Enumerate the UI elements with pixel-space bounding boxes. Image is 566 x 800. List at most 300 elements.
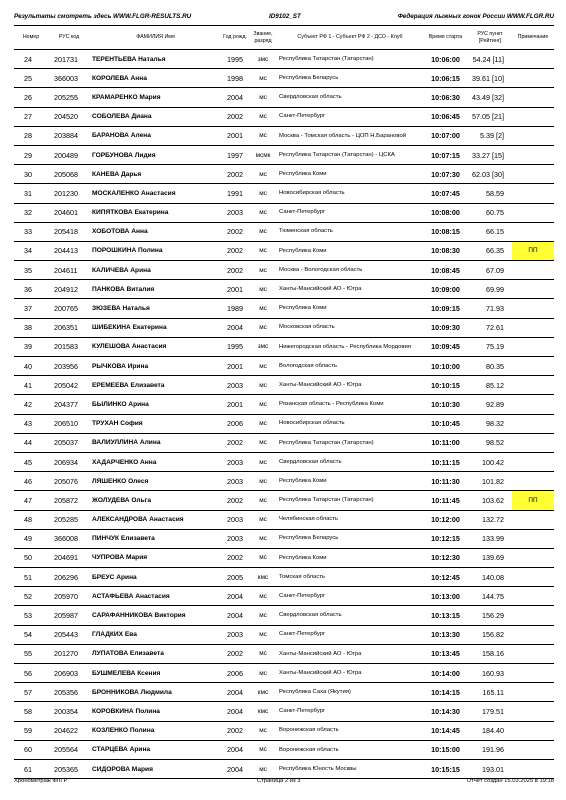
- table-row: [14, 568, 554, 587]
- cell-region: Республика Татарстан (Татарстан) - ЦСКА: [277, 145, 423, 164]
- cell-birth-year: 2001: [221, 395, 249, 414]
- cell-start-time: 10:07:00: [423, 126, 468, 145]
- cell-athlete-name: ТЕРЕНТЬЕВА Наталья: [90, 50, 221, 69]
- cell-birth-year: 1998: [221, 69, 249, 88]
- cell-rus-points: 98.52: [468, 433, 512, 452]
- cell-rus-code: 205564: [48, 740, 90, 759]
- cell-birth-year: 2003: [221, 529, 249, 548]
- cell-bib-number: 57: [14, 683, 48, 702]
- cell-start-time: 10:14:30: [423, 702, 468, 721]
- cell-start-time: 10:06:30: [423, 88, 468, 107]
- cell-region: Санкт-Петербург: [277, 107, 423, 126]
- table-row: [14, 606, 554, 625]
- cell-note: [512, 165, 554, 184]
- cell-rus-points: 43.49 [32]: [468, 88, 512, 107]
- col-header-note: Примечание: [512, 26, 554, 50]
- cell-start-time: 10:11:30: [423, 472, 468, 491]
- cell-sport-rank: кмс: [249, 683, 277, 702]
- cell-birth-year: 2003: [221, 472, 249, 491]
- cell-bib-number: 61: [14, 759, 48, 778]
- cell-start-time: 10:10:00: [423, 357, 468, 376]
- cell-region: Московская область: [277, 318, 423, 337]
- cell-note: [512, 280, 554, 299]
- page-header: [14, 13, 554, 25]
- footer-page-number: Страница 2 из 3: [257, 778, 301, 784]
- cell-note: [512, 664, 554, 683]
- cell-rus-code: 204377: [48, 395, 90, 414]
- cell-region: Санкт-Петербург: [277, 587, 423, 606]
- cell-rus-code: 205037: [48, 433, 90, 452]
- cell-bib-number: 39: [14, 337, 48, 356]
- cell-athlete-name: ТРУХАН София: [90, 414, 221, 433]
- cell-rus-code: 201583: [48, 337, 90, 356]
- cell-rus-points: 100.42: [468, 452, 512, 471]
- cell-note: [512, 126, 554, 145]
- table-row: [14, 529, 554, 548]
- cell-rus-code: 204912: [48, 280, 90, 299]
- cell-bib-number: 46: [14, 472, 48, 491]
- cell-region: Республика Коми: [277, 472, 423, 491]
- cell-start-time: 10:12:00: [423, 510, 468, 529]
- cell-birth-year: 2002: [221, 222, 249, 241]
- cell-note: ПП: [512, 491, 554, 510]
- cell-rus-points: 132.72: [468, 510, 512, 529]
- cell-rus-points: 193.01: [468, 759, 512, 778]
- cell-rus-points: 133.99: [468, 529, 512, 548]
- table-row: [14, 721, 554, 740]
- table-row: [14, 664, 554, 683]
- table-row: [14, 69, 554, 88]
- footer-report-date: Отчет создан 15.03.2025 в 19:18: [466, 778, 554, 784]
- cell-sport-rank: мс: [249, 491, 277, 510]
- cell-start-time: 10:10:45: [423, 414, 468, 433]
- cell-start-time: 10:14:45: [423, 721, 468, 740]
- cell-region: Республика Коми: [277, 299, 423, 318]
- cell-start-time: 10:09:45: [423, 337, 468, 356]
- cell-bib-number: 32: [14, 203, 48, 222]
- cell-birth-year: 2002: [221, 165, 249, 184]
- cell-rus-code: 201230: [48, 184, 90, 203]
- cell-note: [512, 568, 554, 587]
- cell-bib-number: 33: [14, 222, 48, 241]
- table-header-row: [14, 26, 554, 50]
- cell-rus-points: 191.96: [468, 740, 512, 759]
- cell-sport-rank: мс: [249, 318, 277, 337]
- cell-start-time: 10:07:15: [423, 145, 468, 164]
- cell-rus-code: 206351: [48, 318, 90, 337]
- cell-start-time: 10:13:00: [423, 587, 468, 606]
- cell-rus-code: 206903: [48, 664, 90, 683]
- cell-rus-code: 203884: [48, 126, 90, 145]
- cell-rus-code: 205872: [48, 491, 90, 510]
- cell-start-time: 10:07:45: [423, 184, 468, 203]
- cell-rus-code: 204691: [48, 548, 90, 567]
- cell-rus-code: 204611: [48, 261, 90, 280]
- cell-athlete-name: ЧУПРОВА Мария: [90, 548, 221, 567]
- cell-note: [512, 587, 554, 606]
- cell-rus-code: 204601: [48, 203, 90, 222]
- cell-rus-code: 205970: [48, 587, 90, 606]
- cell-rus-points: 62.03 [30]: [468, 165, 512, 184]
- cell-rus-code: 204413: [48, 241, 90, 260]
- cell-birth-year: 2004: [221, 88, 249, 107]
- col-header-points: РУС пункт [Рейтинг]: [468, 26, 512, 50]
- cell-athlete-name: БЫЛИНКО Арина: [90, 395, 221, 414]
- cell-bib-number: 43: [14, 414, 48, 433]
- cell-region: Тюменская область: [277, 222, 423, 241]
- cell-sport-rank: мс: [249, 606, 277, 625]
- cell-sport-rank: мс: [249, 625, 277, 644]
- cell-bib-number: 54: [14, 625, 48, 644]
- cell-region: Ханты-Мансийский АО - Югра: [277, 664, 423, 683]
- table-row: [14, 50, 554, 69]
- cell-rus-points: 101.82: [468, 472, 512, 491]
- table-row: [14, 510, 554, 529]
- cell-sport-rank: мс: [249, 184, 277, 203]
- cell-start-time: 10:06:15: [423, 69, 468, 88]
- cell-athlete-name: БРОННИКОВА Людмила: [90, 683, 221, 702]
- cell-note: [512, 376, 554, 395]
- cell-rus-points: 39.61 [10]: [468, 69, 512, 88]
- table-row: [14, 548, 554, 567]
- cell-athlete-name: ЛЯШЕНКО Олеся: [90, 472, 221, 491]
- col-header-code: РУС код: [48, 26, 90, 50]
- cell-region: Республика Беларусь: [277, 69, 423, 88]
- cell-rus-code: 205356: [48, 683, 90, 702]
- cell-region: Новосибирская область: [277, 414, 423, 433]
- cell-note: [512, 472, 554, 491]
- cell-bib-number: 35: [14, 261, 48, 280]
- footer-timing: Хронометраж ФЛГР: [14, 778, 68, 784]
- cell-rus-points: 158.16: [468, 644, 512, 663]
- table-row: [14, 222, 554, 241]
- cell-athlete-name: КРАМАРЕНКО Мария: [90, 88, 221, 107]
- cell-note: [512, 548, 554, 567]
- cell-athlete-name: ГОРБУНОВА Лидия: [90, 145, 221, 164]
- cell-region: Новосибирская область: [277, 184, 423, 203]
- cell-bib-number: 25: [14, 69, 48, 88]
- table-row: [14, 491, 554, 510]
- cell-sport-rank: мс: [249, 165, 277, 184]
- cell-rus-points: 69.99: [468, 280, 512, 299]
- table-row: [14, 759, 554, 778]
- cell-note: [512, 88, 554, 107]
- cell-birth-year: 2001: [221, 280, 249, 299]
- cell-sport-rank: мс: [249, 261, 277, 280]
- cell-note: [512, 721, 554, 740]
- cell-athlete-name: СОБОЛЕВА Диана: [90, 107, 221, 126]
- cell-start-time: 10:12:30: [423, 548, 468, 567]
- cell-start-time: 10:13:45: [423, 644, 468, 663]
- cell-rus-points: 140.08: [468, 568, 512, 587]
- cell-note: [512, 318, 554, 337]
- cell-rus-code: 205076: [48, 472, 90, 491]
- cell-birth-year: 1991: [221, 184, 249, 203]
- cell-bib-number: 26: [14, 88, 48, 107]
- cell-rus-points: 156.82: [468, 625, 512, 644]
- cell-athlete-name: КОРОЛЕВА Анна: [90, 69, 221, 88]
- cell-athlete-name: КАЛИЧЕВА Арина: [90, 261, 221, 280]
- cell-bib-number: 38: [14, 318, 48, 337]
- cell-bib-number: 48: [14, 510, 48, 529]
- cell-rus-points: 160.93: [468, 664, 512, 683]
- cell-birth-year: 2004: [221, 606, 249, 625]
- cell-sport-rank: змс: [249, 337, 277, 356]
- cell-bib-number: 53: [14, 606, 48, 625]
- cell-sport-rank: мс: [249, 433, 277, 452]
- cell-note: [512, 433, 554, 452]
- cell-start-time: 10:12:45: [423, 568, 468, 587]
- cell-note: ПП: [512, 241, 554, 260]
- cell-bib-number: 56: [14, 664, 48, 683]
- cell-region: Санкт-Петербург: [277, 203, 423, 222]
- cell-bib-number: 31: [14, 184, 48, 203]
- cell-birth-year: 2004: [221, 759, 249, 778]
- cell-bib-number: 30: [14, 165, 48, 184]
- cell-athlete-name: ГЛАДКИХ Ева: [90, 625, 221, 644]
- cell-rus-points: 5.39 [2]: [468, 126, 512, 145]
- cell-rus-points: 85.12: [468, 376, 512, 395]
- cell-birth-year: 2004: [221, 587, 249, 606]
- cell-start-time: 10:06:45: [423, 107, 468, 126]
- cell-region: Республика Татарстан (Татарстан): [277, 491, 423, 510]
- cell-note: [512, 261, 554, 280]
- cell-birth-year: 2002: [221, 433, 249, 452]
- cell-birth-year: 2003: [221, 510, 249, 529]
- cell-athlete-name: КАНЕВА Дарья: [90, 165, 221, 184]
- cell-note: [512, 107, 554, 126]
- col-header-time: Время старта: [423, 26, 468, 50]
- cell-athlete-name: КИПЯТКОВА Екатерина: [90, 203, 221, 222]
- cell-sport-rank: мс: [249, 69, 277, 88]
- cell-bib-number: 27: [14, 107, 48, 126]
- cell-note: [512, 357, 554, 376]
- cell-birth-year: 2001: [221, 126, 249, 145]
- cell-rus-points: 144.75: [468, 587, 512, 606]
- table-row: [14, 107, 554, 126]
- cell-birth-year: 2002: [221, 548, 249, 567]
- header-results-link[interactable]: Результаты смотреть здесь WWW.FLGR-RESULTS.RU: [14, 13, 192, 20]
- cell-start-time: 10:12:15: [423, 529, 468, 548]
- cell-athlete-name: РЫЧКОВА Ирина: [90, 357, 221, 376]
- cell-bib-number: 42: [14, 395, 48, 414]
- table-row: [14, 740, 554, 759]
- table-row: [14, 280, 554, 299]
- cell-bib-number: 58: [14, 702, 48, 721]
- cell-athlete-name: БРЕУС Арина: [90, 568, 221, 587]
- col-header-rank: Звание, разряд: [249, 26, 277, 50]
- cell-rus-code: 201731: [48, 50, 90, 69]
- cell-birth-year: 2001: [221, 357, 249, 376]
- cell-rus-points: 156.29: [468, 606, 512, 625]
- cell-start-time: 10:13:30: [423, 625, 468, 644]
- cell-athlete-name: МОСКАЛЕНКО Анастасия: [90, 184, 221, 203]
- table-row: [14, 702, 554, 721]
- table-row: [14, 587, 554, 606]
- cell-start-time: 10:07:30: [423, 165, 468, 184]
- cell-rus-code: 206934: [48, 452, 90, 471]
- cell-athlete-name: БУШМЕЛЕВА Ксения: [90, 664, 221, 683]
- cell-sport-rank: мс: [249, 472, 277, 491]
- cell-note: [512, 606, 554, 625]
- cell-sport-rank: мс: [249, 759, 277, 778]
- cell-rus-points: 66.35: [468, 241, 512, 260]
- cell-start-time: 10:10:30: [423, 395, 468, 414]
- table-row: [14, 261, 554, 280]
- cell-region: Республика Коми: [277, 165, 423, 184]
- cell-start-time: 10:15:15: [423, 759, 468, 778]
- table-row: [14, 184, 554, 203]
- cell-region: Санкт-Петербург: [277, 702, 423, 721]
- cell-rus-points: 58.59: [468, 184, 512, 203]
- cell-note: [512, 145, 554, 164]
- cell-region: Республика Саха (Якутия): [277, 683, 423, 702]
- cell-sport-rank: кмс: [249, 702, 277, 721]
- cell-region: Воронежская область: [277, 740, 423, 759]
- cell-athlete-name: АЛЕКСАНДРОВА Анастасия: [90, 510, 221, 529]
- cell-bib-number: 52: [14, 587, 48, 606]
- cell-region: Воронежская область: [277, 721, 423, 740]
- cell-note: [512, 50, 554, 69]
- cell-rus-code: 206296: [48, 568, 90, 587]
- cell-rus-points: 72.61: [468, 318, 512, 337]
- cell-bib-number: 50: [14, 548, 48, 567]
- cell-sport-rank: мс: [249, 280, 277, 299]
- cell-sport-rank: змс: [249, 50, 277, 69]
- table-row: [14, 472, 554, 491]
- cell-region: Ханты-Мансийский АО - Югра: [277, 280, 423, 299]
- cell-sport-rank: мс: [249, 222, 277, 241]
- col-header-year: Год рожд.: [221, 26, 249, 50]
- cell-region: Республика Татарстан (Татарстан): [277, 433, 423, 452]
- cell-start-time: 10:13:15: [423, 606, 468, 625]
- cell-birth-year: 2003: [221, 203, 249, 222]
- cell-athlete-name: ЗЮЗЕВА Наталья: [90, 299, 221, 318]
- cell-birth-year: 1989: [221, 299, 249, 318]
- cell-rus-code: 205418: [48, 222, 90, 241]
- cell-sport-rank: мс: [249, 376, 277, 395]
- cell-bib-number: 59: [14, 721, 48, 740]
- cell-region: Свердловская область: [277, 452, 423, 471]
- cell-athlete-name: ХАДАРЧЕНКО Анна: [90, 452, 221, 471]
- cell-bib-number: 41: [14, 376, 48, 395]
- cell-athlete-name: АСТАФЬЕВА Анастасия: [90, 587, 221, 606]
- table-body: [14, 50, 554, 779]
- cell-bib-number: 45: [14, 452, 48, 471]
- col-header-num: Номер: [14, 26, 48, 50]
- cell-rus-points: 179.51: [468, 702, 512, 721]
- col-header-name: ФАМИЛИЯ Имя: [90, 26, 221, 50]
- cell-rus-points: 92.89: [468, 395, 512, 414]
- header-event-id: ID9102_ST: [269, 13, 301, 20]
- cell-bib-number: 24: [14, 50, 48, 69]
- cell-rus-points: 57.05 [21]: [468, 107, 512, 126]
- cell-athlete-name: ШИБЕКИНА Екатерина: [90, 318, 221, 337]
- cell-birth-year: 2005: [221, 568, 249, 587]
- cell-rus-code: 203956: [48, 357, 90, 376]
- cell-birth-year: 2002: [221, 107, 249, 126]
- cell-start-time: 10:15:00: [423, 740, 468, 759]
- table-row: [14, 318, 554, 337]
- cell-sport-rank: мс: [249, 107, 277, 126]
- cell-athlete-name: ЖОЛУДЕВА Ольга: [90, 491, 221, 510]
- cell-sport-rank: мс: [249, 510, 277, 529]
- cell-start-time: 10:09:00: [423, 280, 468, 299]
- cell-rus-points: 33.27 [15]: [468, 145, 512, 164]
- cell-rus-points: 184.40: [468, 721, 512, 740]
- cell-note: [512, 740, 554, 759]
- cell-birth-year: 2004: [221, 683, 249, 702]
- cell-rus-code: 366003: [48, 69, 90, 88]
- cell-athlete-name: ПОРОШКИНА Полина: [90, 241, 221, 260]
- cell-start-time: 10:11:00: [423, 433, 468, 452]
- cell-bib-number: 44: [14, 433, 48, 452]
- cell-region: Москва - Вологодская область: [277, 261, 423, 280]
- cell-athlete-name: ВАЛИУЛЛИНА Алина: [90, 433, 221, 452]
- table-row: [14, 126, 554, 145]
- cell-sport-rank: мс: [249, 740, 277, 759]
- cell-rus-code: 205255: [48, 88, 90, 107]
- cell-start-time: 10:06:00: [423, 50, 468, 69]
- cell-sport-rank: мс: [249, 126, 277, 145]
- cell-note: [512, 702, 554, 721]
- cell-birth-year: 2004: [221, 318, 249, 337]
- cell-region: Челябинская область: [277, 510, 423, 529]
- cell-sport-rank: мс: [249, 721, 277, 740]
- cell-birth-year: 2002: [221, 261, 249, 280]
- cell-rus-code: 205285: [48, 510, 90, 529]
- cell-start-time: 10:09:15: [423, 299, 468, 318]
- cell-sport-rank: мс: [249, 548, 277, 567]
- cell-athlete-name: ХОБОТОВА Анна: [90, 222, 221, 241]
- cell-bib-number: 51: [14, 568, 48, 587]
- cell-note: [512, 452, 554, 471]
- cell-athlete-name: БАРАНОВА Алена: [90, 126, 221, 145]
- table-row: [14, 357, 554, 376]
- cell-sport-rank: мс: [249, 88, 277, 107]
- cell-athlete-name: КОРОВКИНА Полина: [90, 702, 221, 721]
- cell-start-time: 10:10:15: [423, 376, 468, 395]
- cell-sport-rank: мс: [249, 357, 277, 376]
- cell-birth-year: 1995: [221, 50, 249, 69]
- cell-athlete-name: ПАНКОВА Виталия: [90, 280, 221, 299]
- cell-region: Ханты-Мансийский АО - Югра: [277, 644, 423, 663]
- cell-birth-year: 2003: [221, 625, 249, 644]
- cell-note: [512, 644, 554, 663]
- cell-rus-points: 66.15: [468, 222, 512, 241]
- cell-bib-number: 36: [14, 280, 48, 299]
- cell-region: Рязанская область - Республика Коми: [277, 395, 423, 414]
- cell-start-time: 10:08:30: [423, 241, 468, 260]
- table-row: [14, 165, 554, 184]
- cell-bib-number: 49: [14, 529, 48, 548]
- cell-birth-year: 1995: [221, 337, 249, 356]
- header-federation-link[interactable]: Федерация лыжных гонок России WWW.FLGR.RU: [397, 13, 554, 20]
- cell-region: Республика Коми: [277, 548, 423, 567]
- table-row: [14, 88, 554, 107]
- cell-rus-code: 204622: [48, 721, 90, 740]
- cell-rus-code: 205042: [48, 376, 90, 395]
- cell-start-time: 10:11:45: [423, 491, 468, 510]
- cell-athlete-name: САРАФАННИКОВА Виктория: [90, 606, 221, 625]
- cell-region: Москва - Томская область - ЦОП Н.Барановой: [277, 126, 423, 145]
- cell-rus-points: 54.24 [11]: [468, 50, 512, 69]
- table-row: [14, 625, 554, 644]
- cell-rus-points: 67.09: [468, 261, 512, 280]
- cell-birth-year: 2002: [221, 721, 249, 740]
- cell-birth-year: 2002: [221, 644, 249, 663]
- cell-start-time: 10:09:30: [423, 318, 468, 337]
